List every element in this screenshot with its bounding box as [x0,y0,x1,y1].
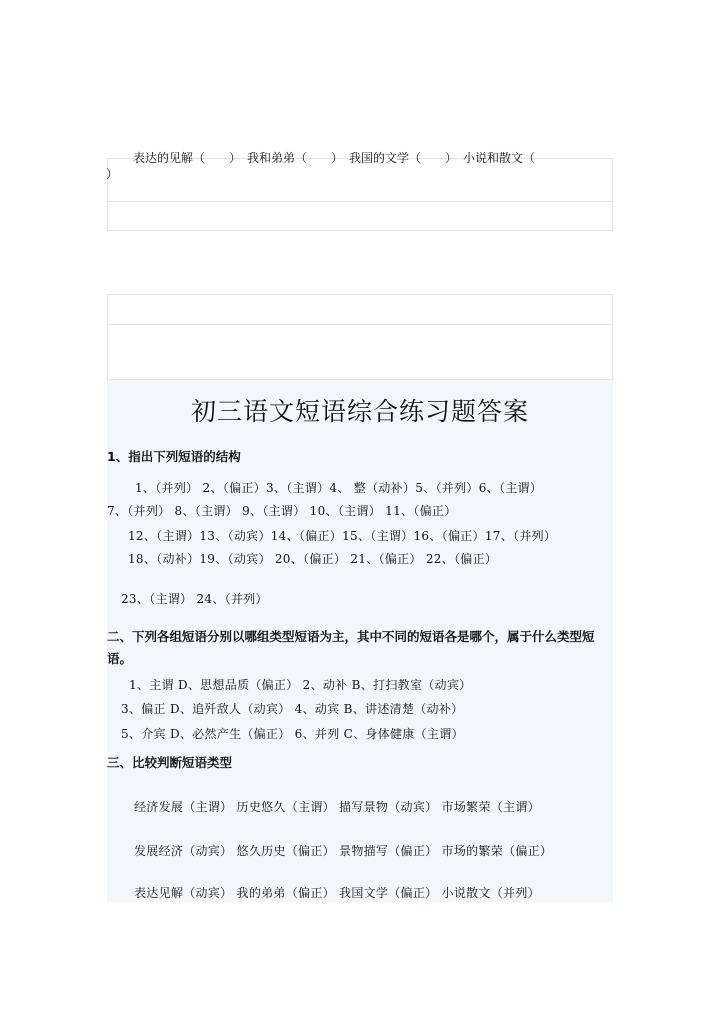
answer-line: 7、（并列） 8、（主谓） 9、（主谓） 10、（主谓） 11、（偏正） [107,504,457,518]
exercise-text [107,150,614,182]
answer-line: 发展经济（动宾） 悠久历史（偏正） 景物描写（偏正） 市场的繁荣（偏正） [134,844,553,858]
answer-line: 1、（并列） 2、（偏正）3、（主谓）4、 整（动补）5、（并列）6、（主谓） [135,481,543,495]
table-row [107,324,613,380]
answer-line: 23、（主谓） 24、（并列） [121,592,268,606]
table-row [107,294,613,325]
section-1-heading: 1、指出下列短语的结构 [107,449,241,464]
answer-line: 表达见解（动宾） 我的弟弟（偏正） 我国文学（偏正） 小说散文（并列） [134,886,540,900]
exercise-line-2: ） [106,167,119,181]
section-2-heading-cont: 语。 [107,651,133,666]
answer-line: 5、介宾 D、必然产生（偏正） 6、并列 C、身体健康（主谓） [121,727,464,741]
answer-line: 经济发展（主谓） 历史悠久（主谓） 描写景物（动宾） 市场繁荣（主谓） [134,800,540,814]
page-title: 初三语文短语综合练习题答案 [190,397,529,426]
answer-line: 12、（主谓）13、（动宾）14、（偏正）15、（主谓）16、（偏正）17、（并列） [128,529,557,543]
table-row [107,201,613,231]
answer-line: 1、主谓 D、思想品质（偏正） 2、动补 B、打扫教室（动宾） [129,678,472,692]
answer-line: 3、偏正 D、追歼敌人（动宾） 4、动宾 B、讲述清楚（动补） [121,702,464,716]
section-2-heading: 二、下列各组短语分别以哪组类型短语为主，其中不同的短语各是哪个，属于什么类型短 [107,629,595,644]
exercise-line-1: 表达的见解（ ） 我和弟弟（ ） 我国的文学（ ） 小说和散文（ [133,151,536,165]
answer-sheet [107,380,613,902]
section-3-heading: 三、比较判断短语类型 [107,755,233,770]
answer-line: 18、（动补）19、（动宾） 20、（偏正） 21、（偏正） 22、（偏正） [128,552,498,566]
